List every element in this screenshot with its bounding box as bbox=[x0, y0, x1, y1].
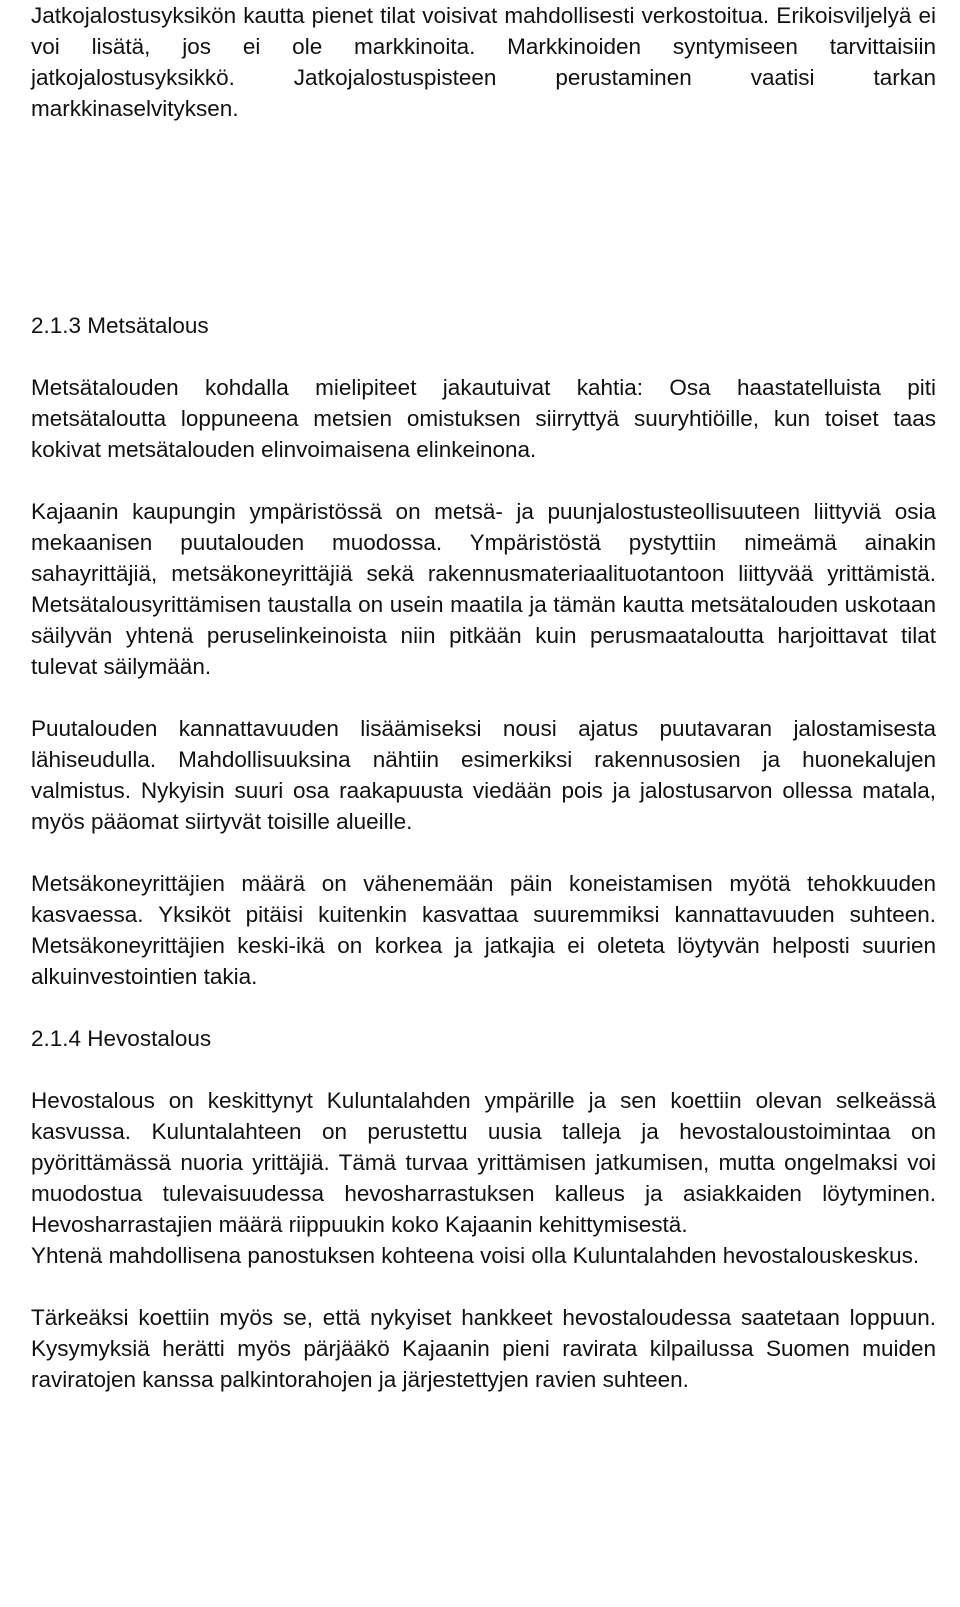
intro-paragraph: Jatkojalostusyksikön kautta pienet tilat voisivat mahdollisesti verkostoitua. Erikoisviljelyä ei voi lisätä, jos ei ole markkinoita. Markkinoiden syntymiseen tarvittaisiin jatkojalostusyksikkö. Jatkojalostuspisteen perustaminen vaatisi tarkan markkinaselvityksen. bbox=[31, 3, 936, 121]
spacer bbox=[31, 124, 936, 310]
metsatalous-paragraph-2: Kajaanin kaupungin ympäristössä on metsä- ja puunjalostusteollisuuteen liittyviä osia mekaanisen puutalouden muodossa. Ympäristöstä pystyttiin nimeämä ainakin sahayrittäjiä, metsäkoneyrittäjiä sekä rakennusmateriaalituotantoon liittyvää yrittämistä. Metsätalousyrittämisen taustalla on usein maatila ja tämän kautta metsätalouden uskotaan säilyvän yhtenä peruselinkeinoista niin pitkään kuin perusmaataloutta harjoittavat tilat tulevat säilymään. bbox=[31, 499, 936, 679]
spacer bbox=[31, 1271, 936, 1302]
section-heading-metsatalous: 2.1.3 Metsätalous bbox=[31, 313, 209, 338]
spacer bbox=[31, 341, 936, 372]
metsatalous-paragraph-1: Metsätalouden kohdalla mielipiteet jakautuivat kahtia: Osa haastatelluista piti metsätaloutta loppuneena metsien omistuksen siirryttyä suuryhtiöille, kun toiset taas kokivat metsätalouden elinvoimaisena elinkeinona. bbox=[31, 375, 936, 462]
hevostalous-paragraph-1: Hevostalous on keskittynyt Kuluntalahden ympärille ja sen koettiin olevan selkeässä kasvussa. Kuluntalahteen on perustettu uusia talleja ja hevostaloustoimintaa on pyörittämässä nuoria yrittäjiä. Tämä turvaa yrittämisen jatkumisen, mutta ongelmaksi voi muodostua tulevaisuudessa hevosharrastuksen kalleus ja asiakkaiden löytyminen. Hevosharrastajien määrä riippuukin koko Kajaanin kehittymisestä. bbox=[31, 1088, 936, 1237]
metsatalous-paragraph-4: Metsäkoneyrittäjien määrä on vähenemään päin koneistamisen myötä tehokkuuden kasvaessa. Yksiköt pitäisi kuitenkin kasvattaa suuremmiksi kannattavuuden suhteen. Metsäkoneyrittäjien keski-ikä on korkea ja jatkajia ei oleteta löytyvän helposti suurien alkuinvestointien takia. bbox=[31, 871, 936, 989]
document-page bbox=[31, 0, 936, 1395]
spacer bbox=[31, 837, 936, 868]
spacer bbox=[31, 992, 936, 1023]
spacer bbox=[31, 465, 936, 496]
hevostalous-paragraph-3: Tärkeäksi koettiin myös se, että nykyiset hankkeet hevostaloudessa saatetaan loppuun. Kysymyksiä herätti myös pärjääkö Kajaanin pieni ravirata kilpailussa Suomen muiden raviratojen kanssa palkintorahojen ja järjestettyjen ravien suhteen. bbox=[31, 1305, 936, 1392]
spacer bbox=[31, 1054, 936, 1085]
section-heading-hevostalous: 2.1.4 Hevostalous bbox=[31, 1026, 212, 1051]
spacer bbox=[31, 682, 936, 713]
hevostalous-paragraph-2: Yhtenä mahdollisena panostuksen kohteena voisi olla Kuluntalahden hevostalouskeskus. bbox=[31, 1243, 920, 1268]
metsatalous-paragraph-3: Puutalouden kannattavuuden lisäämiseksi nousi ajatus puutavaran jalostamisesta lähiseudulla. Mahdollisuuksina nähtiin esimerkiksi rakennusosien ja huonekalujen valmistus. Nykyisin suuri osa raakapuusta viedään pois ja jalostusarvon ollessa matala, myös pääomat siirtyvät toisille alueille. bbox=[31, 716, 936, 834]
